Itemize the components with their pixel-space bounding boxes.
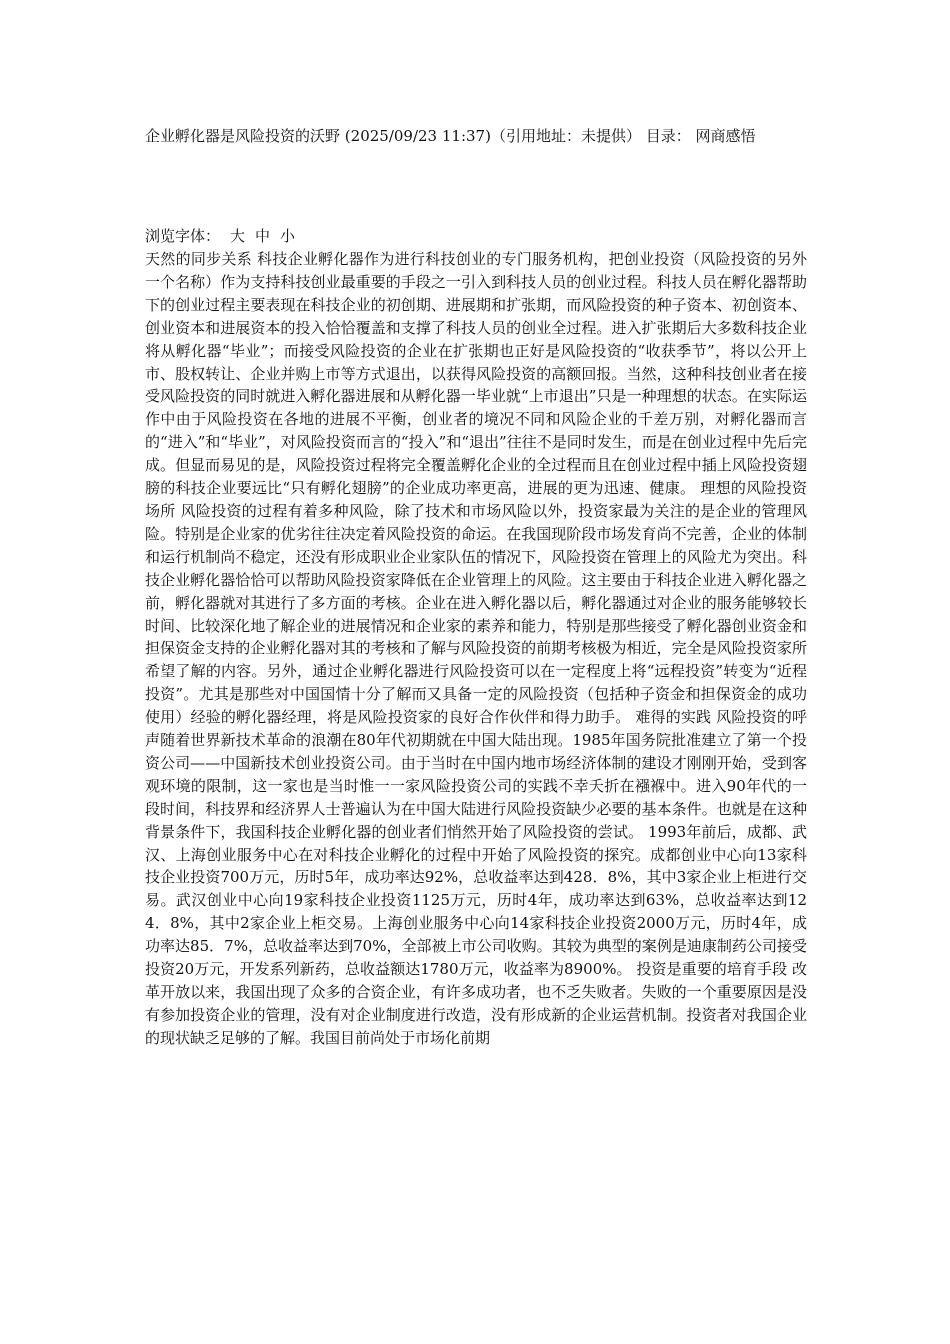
font-size-selector <box>145 224 807 248</box>
font-size-small-option[interactable]: 小 <box>280 227 296 245</box>
catalog-link[interactable]: 网商感悟 <box>695 127 756 145</box>
article-title: 企业孵化器是风险投资的沃野 <box>145 127 341 145</box>
article-datetime: (2025/09/23 11:37) <box>344 127 491 145</box>
catalog-label: 目录： <box>645 127 691 145</box>
citation-note: （引用地址：未提供） <box>490 127 641 145</box>
font-size-medium-option[interactable]: 中 <box>255 227 271 245</box>
article-body: 天然的同步关系 科技企业孵化器作为进行科技创业的专门服务机构，把创业投资（风险投资的另外一个名称）作为支持科技创业最重要的手段之一引入到科技人员的创业过程。科技人员在孵化器帮助下的创业过程主要表现在科技企业的初创期、进展期和扩张期，而风险投资的种子资本、初创资本、创业资本和进展资本的投入恰恰覆盖和支撑了科技人员的创业全过程。进入扩张期后大多数科技企业将从孵化器“毕业”；而接受风险投资的企业在扩张期也正好是风险投资的“收获季节”，将以公开上市、股权转让、企业并购上市等方式退出，以获得风险投资的高额回报。当然，这种科技创业者在接受风险投资的同时就进入孵化器进展和从孵化器一毕业就“上市退出”只是一种理想的状态。在实际运作中由于风险投资在各地的进展不平衡，创业者的境况不同和风险企业的千差万别，对孵化器而言的“进入”和“毕业”，对风险投资而言的“投入”和“退出”往往不是同时发生，而是在创业过程中先后完成。但显而易见的是，风险投资过程将完全覆盖孵化企业的全过程而且在创业过程中插上风险投资翅膀的科技企业要远比“只有孵化翅膀”的企业成功率更高，进展的更为迅速、健康。 理想的风险投资场所 风险投资的过程有着多种风险，除了技术和市场风险以外，投资家最为关注的是企业的管理风险。特别是企业家的优劣往往决定着风险投资的命运。在我国现阶段市场发育尚不完善，企业的体制和运行机制尚不稳定，还没有形成职业企业家队伍的情况下，风险投资在管理上的风险尤为突出。科技企业孵化器恰恰可以帮助风险投资家降低在企业管理上的风险。这主要由于科技企业进入孵化器之前，孵化器就对其进行了多方面的考核。企业在进入孵化器以后，孵化器通过对企业的服务能够较长时间、比较深化地了解企业的进展情况和企业家的素养和能力，特别是那些接受了孵化器创业资金和担保资金支持的企业孵化器对其的考核和了解与风险投资的前期考核极为相近，完全是风险投资家所希望了解的内容。另外，通过企业孵化器进行风险投资可以在一定程度上将“远程投资”转变为“近程投资”。尤其是那些对中国国情十分了解而又具备一定的风险投资（包括种子资金和担保资金的成功使用）经验的孵化器经理，将是风险投资家的良好合作伙伴和得力助手。 难得的实践 风险投资的呼声随着世界新技术革命的浪潮在80年代初期就在中国大陆出现。1985年国务院批准建立了第一个投资公司——中国新技术创业投资公司。由于当时在中国内地市场经济体制的建设才刚刚开始，受到客观环境的限制，这一家也是当时惟一一家风险投资公司的实践不幸夭折在襁褓中。进入90年代的一段时间，科技界和经济界人士普遍认为在中国大陆进行风险投资缺少必要的基本条件。也就是在这种背景条件下，我国科技企业孵化器的创业者们悄然开始了风险投资的尝试。 1993年前后，成都、武汉、上海创业服务中心在对科技企业孵化的过程中开始了风险投资的探究。成都创业中心向13家科技企业投资700万元，历时5年，成功率达92%，总收益率达到428．8%，其中3家企业上柜进行交易。武汉创业中心向19家科技企业投资1125万元，历时4年，成功率达到63%，总收益率达到124．8%，其中2家企业上柜交易。上海创业服务中心向14家科技企业投资2000万元，历时4年，成功率达85．7%，总收益率达到70%，全部被上市公司收购。其较为典型的案例是迪康制药公司接受投资20万元，开发系列新药，总收益额达1780万元，收益率为8900%。 投资是重要的培育手段 改革开放以来，我国出现了众多的合资企业，有许多成功者，也不乏失败者。失败的一个重要原因是没有参加投资企业的管理，没有对企业制度进行改造，没有形成新的企业运营机制。投资者对我国企业的现状缺乏足够的了解。我国目前尚处于市场化前期 <box>145 250 807 1047</box>
font-size-large-option[interactable]: 大 <box>230 227 246 245</box>
document-page <box>145 124 807 1050</box>
article-header <box>145 124 807 148</box>
font-size-label: 浏览字体： <box>145 227 221 245</box>
